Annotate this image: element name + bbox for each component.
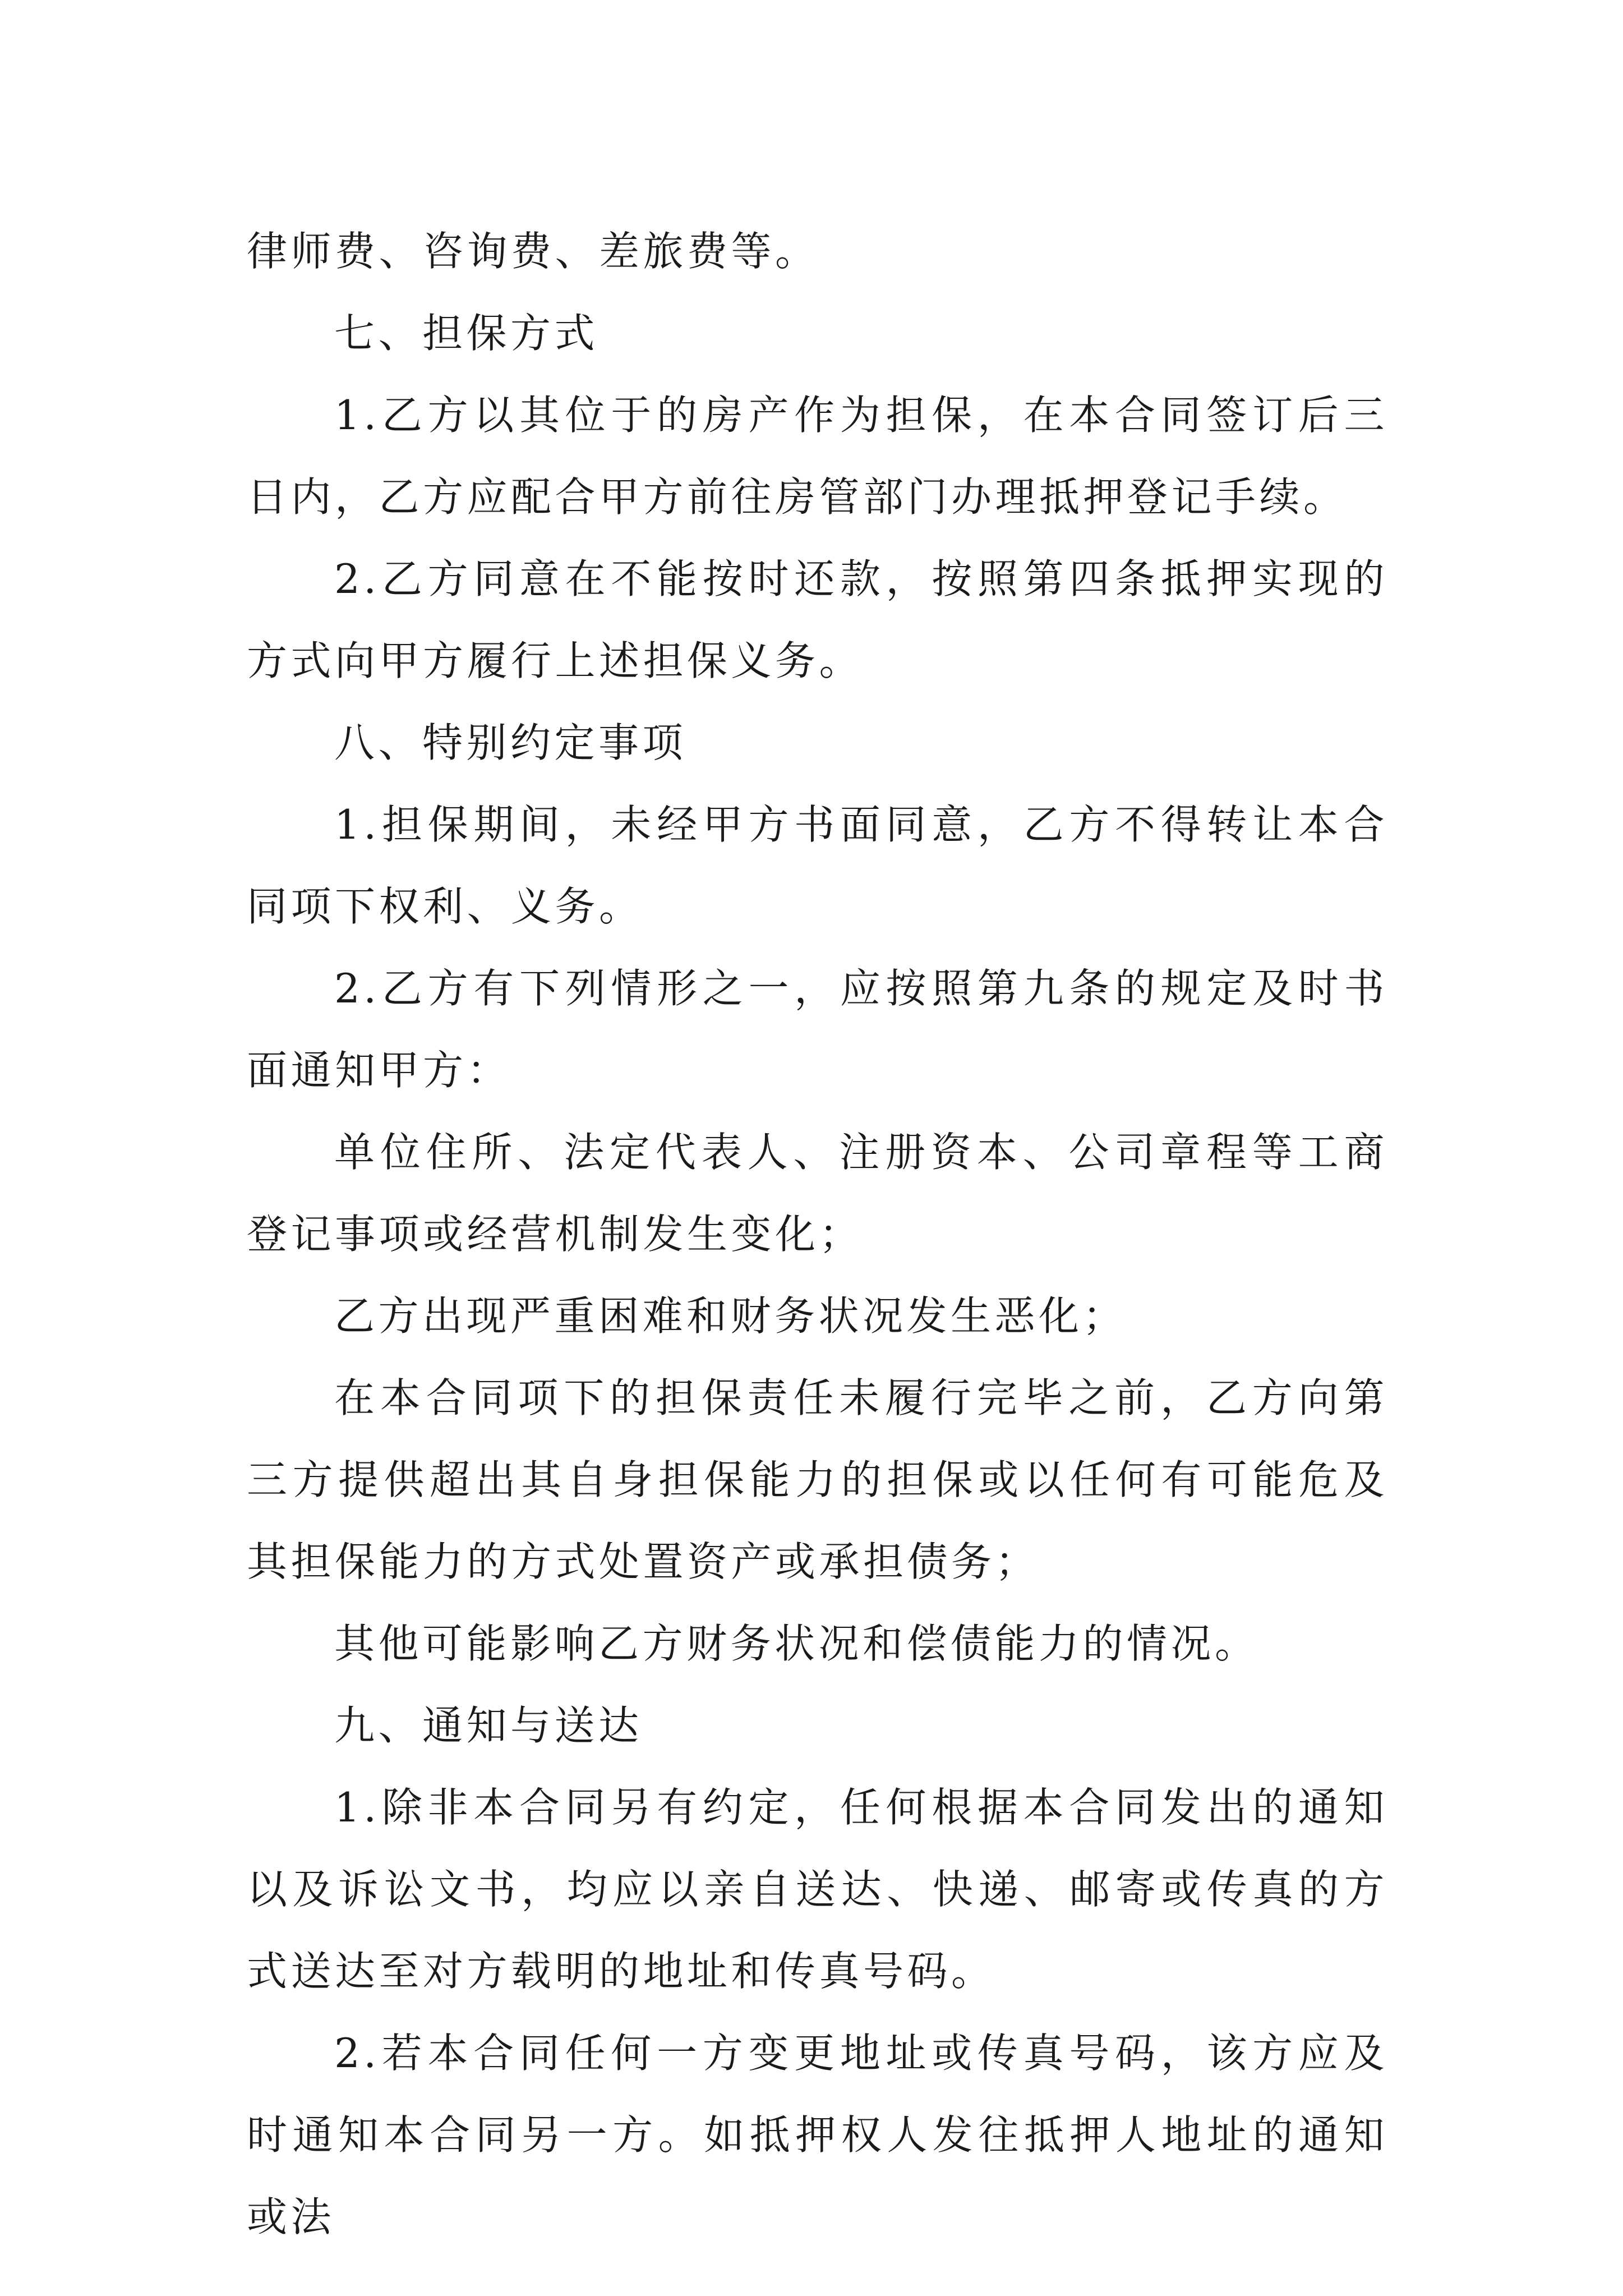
list-item-third-party-guarantee: 在本合同项下的担保责任未履行完毕之前，乙方向第三方提供超出其自身担保能力的担保或以任何有可能危及其担保能力的方式处置资产或承担债务；: [247, 1374, 1388, 1585]
list-item-registration-change: 单位住所、法定代表人、注册资本、公司章程等工商登记事项或经营机制发生变化；: [247, 1129, 1388, 1258]
section-heading-notice-delivery: 九、通知与送达: [334, 1702, 643, 1749]
list-item-financial-difficulty: 乙方出现严重困难和财务状况发生恶化；: [334, 1292, 1127, 1340]
paragraph-guarantee-obligation: 2.乙方同意在不能按时还款，按照第四条抵押实现的方式向甲方履行上述担保义务。: [247, 555, 1388, 684]
paragraph-no-transfer: 1.担保期间，未经甲方书面同意，乙方不得转让本合同项下权利、义务。: [247, 801, 1388, 930]
document-body: [247, 210, 1388, 2258]
paragraph-delivery-methods: 1.除非本合同另有约定，任何根据本合同发出的通知以及诉讼文书，均应以亲自送达、快递、邮寄或传真的方式送达至对方载明的地址和传真号码。: [247, 1784, 1388, 1995]
section-heading-special-terms: 八、特别约定事项: [334, 719, 687, 766]
list-item-other-situations: 其他可能影响乙方财务状况和偿债能力的情况。: [334, 1620, 1259, 1667]
section-heading-guarantee-method: 七、担保方式: [334, 310, 599, 357]
paragraph-notify-conditions: 2.乙方有下列情形之一，应按照第九条的规定及时书面通知甲方：: [247, 965, 1388, 1094]
paragraph-guarantee-property: 1.乙方以其位于的房产作为担保，在本合同签订后三日内，乙方应配合甲方前往房管部门办理抵押登记手续。: [247, 392, 1388, 521]
paragraph-fee-continuation: 律师费、咨询费、差旅费等。: [247, 228, 819, 275]
paragraph-address-change: 2.若本合同任何一方变更地址或传真号码，该方应及时通知本合同另一方。如抵押权人发往抵押人地址的通知或法: [247, 2030, 1388, 2240]
